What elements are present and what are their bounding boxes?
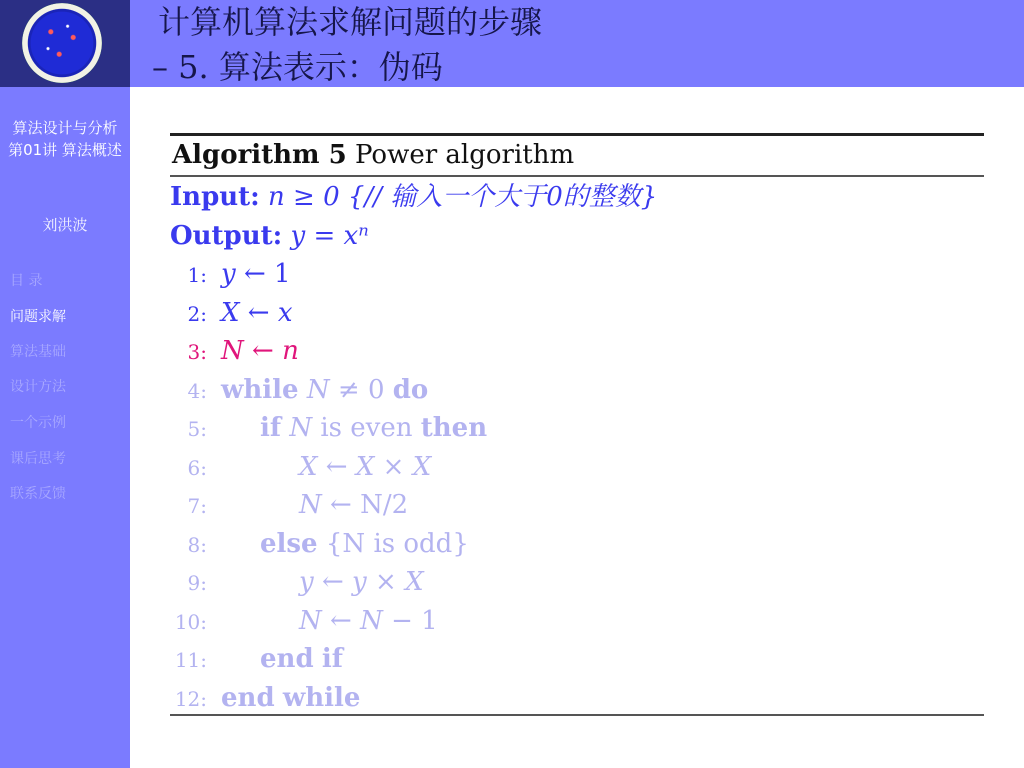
slide-header bbox=[0, 0, 1024, 87]
nav-item-exercises[interactable]: 课后思考 bbox=[10, 451, 66, 467]
step-text: y ← y × X bbox=[299, 567, 424, 597]
output-text: y = xⁿ bbox=[290, 221, 369, 251]
step-number: 12: bbox=[174, 686, 207, 711]
input-label: Input: bbox=[170, 182, 260, 212]
step-number: 5: bbox=[187, 417, 207, 441]
algorithm-step bbox=[170, 412, 487, 445]
step-number: 1: bbox=[187, 263, 207, 287]
slide-title: 计算机算法求解问题的步骤 bbox=[158, 3, 543, 41]
algorithm-step bbox=[170, 682, 360, 715]
algorithm-step bbox=[170, 335, 299, 368]
nav-item-contents[interactable]: 目 录 bbox=[10, 273, 43, 289]
step-number: 3: bbox=[187, 340, 207, 364]
algorithm-caption bbox=[172, 139, 574, 171]
caption-rule bbox=[170, 175, 984, 177]
university-logo-icon bbox=[22, 3, 102, 83]
nav-item-problem-solving[interactable]: 问题求解 bbox=[10, 309, 66, 325]
step-text: end while bbox=[221, 682, 361, 713]
algorithm-step bbox=[170, 451, 431, 484]
output-label: Output: bbox=[170, 221, 283, 251]
algorithm-output bbox=[170, 220, 369, 252]
nav-item-feedback[interactable]: 联系反馈 bbox=[10, 486, 66, 502]
author-name: 刘洪波 bbox=[42, 216, 88, 234]
algorithm-step bbox=[170, 528, 469, 561]
step-text: X ← X × X bbox=[299, 451, 432, 482]
algorithm-step bbox=[170, 605, 438, 638]
step-text: y ← 1 bbox=[221, 259, 291, 289]
step-text: X ← x bbox=[221, 297, 293, 328]
logo-container bbox=[0, 0, 130, 87]
step-number: 8: bbox=[187, 532, 207, 557]
step-number: 11: bbox=[174, 648, 207, 672]
algorithm-step bbox=[170, 566, 424, 599]
step-text: else {N is odd} bbox=[260, 528, 469, 559]
algorithm-block bbox=[170, 133, 984, 718]
bottom-rule bbox=[170, 714, 984, 716]
step-text: N ← n bbox=[221, 336, 299, 366]
algorithm-step bbox=[170, 643, 343, 676]
step-text: end if bbox=[260, 644, 343, 674]
slide-subtitle: – 5. 算法表示：伪码 bbox=[152, 48, 443, 86]
step-text: N ← N/2 bbox=[299, 490, 409, 520]
step-number: 7: bbox=[187, 494, 207, 518]
input-text: n ≥ 0 {// 输入一个大于0的整数} bbox=[268, 182, 658, 212]
top-rule bbox=[170, 133, 984, 136]
algorithm-caption-label: Algorithm 5 bbox=[172, 140, 347, 170]
step-text: N ← N − 1 bbox=[299, 605, 438, 636]
step-number: 2: bbox=[187, 301, 207, 326]
step-text: while N ≠ 0 do bbox=[221, 374, 429, 405]
algorithm-input bbox=[170, 181, 657, 213]
step-text: if N is even then bbox=[260, 413, 488, 443]
algorithm-caption-title: Power algorithm bbox=[354, 140, 575, 170]
step-number: 10: bbox=[174, 609, 207, 634]
step-number: 6: bbox=[187, 455, 207, 480]
step-number: 4: bbox=[187, 378, 207, 403]
sidebar bbox=[0, 87, 130, 768]
nav-item-design-methods[interactable]: 设计方法 bbox=[10, 379, 66, 395]
algorithm-step bbox=[170, 258, 291, 291]
nav-item-example[interactable]: 一个示例 bbox=[10, 415, 66, 431]
nav-item-algorithm-basics[interactable]: 算法基础 bbox=[10, 344, 66, 360]
algorithm-step bbox=[170, 374, 428, 407]
algorithm-step bbox=[170, 297, 293, 330]
algorithm-step bbox=[170, 489, 408, 522]
step-number: 9: bbox=[187, 571, 207, 595]
course-title[interactable]: 算法设计与分析 第01讲 算法概述 bbox=[8, 119, 122, 159]
